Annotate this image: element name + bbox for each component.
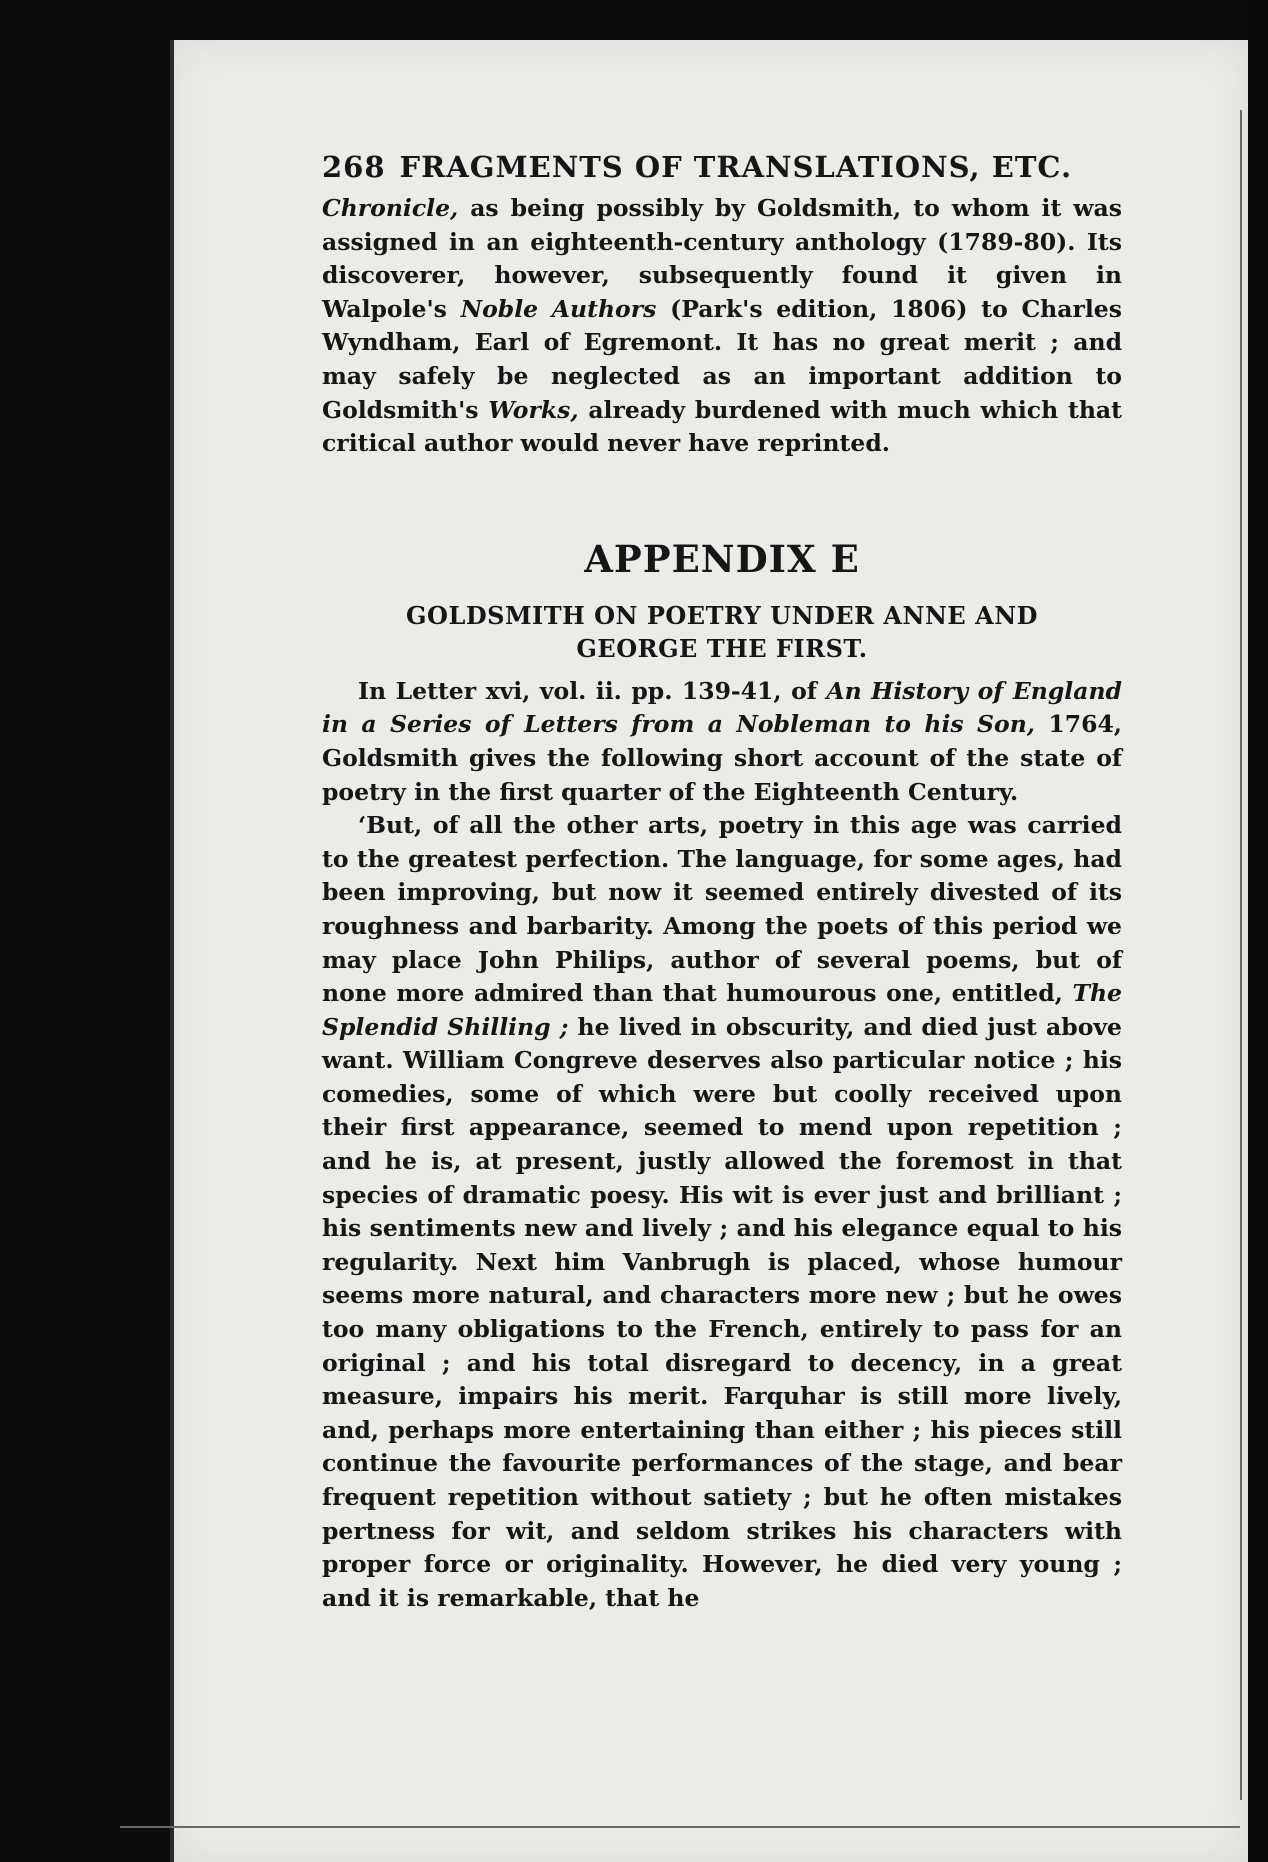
italic-history-of-england: An History of England in a Series of Letters from a Nobleman to his Son, [322, 676, 1122, 739]
running-head-title: FRAGMENTS OF TRANSLATIONS, ETC. [399, 150, 1073, 184]
paragraph-text: already burdened with much which that critical author would never have reprinted. [322, 395, 1122, 458]
paragraph-quotation [322, 809, 1122, 1615]
appendix-subtitle [322, 599, 1122, 665]
paragraph-letter-xvi [322, 675, 1122, 809]
page-rule-vertical [1240, 110, 1242, 1800]
page-rule-horizontal [120, 1826, 1240, 1828]
page-edge [170, 40, 174, 1862]
italic-noble-authors: Noble Authors [460, 294, 657, 323]
paragraph-text: 1764, Goldsmith gives the following short account of the state of poetry in the first quarter of the Eighteenth Century. [322, 710, 1122, 806]
paragraph-text: (Park's edition, 1806) to Charles Wyndham, Earl of Egremont. It has no great merit ; and may safely be neglected as an important addition to Goldsmith's [322, 294, 1122, 424]
paragraph-text: as being possibly by Goldsmith, to whom it was assigned in an eighteenth-century anthology (1789-80). Its discoverer, however, subsequently found it given in Walpole's [322, 194, 1122, 323]
paragraph-text: he lived in obscurity, and died just above want. William Congreve deserves also particular notice ; his comedies, some of which were but coolly received upon their first appearance, seemed to mend upon repetition ; and he is, at present, justly allowed the foremost in that species of dramatic poesy. His wit is ever just and brilliant ; his sentiments new and lively ; and his elegance equal to his regularity. Next him Vanbrugh is placed, whose humour seems more natural, and characters more new ; but he owes too many obligations to the French, entirely to pass for an original ; and his total disregard to decency, in a great measure, impairs his merit. Farquhar is still more lively, and, perhaps more entertaining than either ; his pieces still continue the favourite performances of the stage, and bear frequent repetition without satiety ; but he often mistakes pertness for wit, and seldom strikes his characters with proper force or originality. However, he died very young ; and it is remarkable, that he [322, 1012, 1122, 1612]
appendix-title: APPENDIX E [584, 536, 860, 581]
appendix-subtitle-line-1: GOLDSMITH ON POETRY UNDER ANNE AND [406, 600, 1038, 630]
paragraph-text: In Letter xvi, vol. ii. pp. 139-41, of [358, 676, 827, 705]
page-text [322, 150, 1122, 1615]
appendix-subtitle-line-2: GEORGE THE FIRST. [576, 633, 868, 663]
page-number: 268 [322, 150, 386, 184]
italic-works: Works, [488, 395, 579, 424]
italic-splendid-shilling: The Splendid Shilling ; [322, 979, 1122, 1041]
running-head [322, 150, 1122, 184]
scan-border-right [1248, 0, 1268, 1862]
paragraph-chronicle [322, 192, 1122, 461]
paragraph-text: ‘But, of all the other arts, poetry in this age was carried to the greatest perfection. The language, for some ages, had been improving, but now it seemed entirely divested of its roughness and barbarity. Among the poets of this period we may place John Philips, author of several poems, but of none more admired than that humourous one, entitled, [322, 811, 1122, 1008]
italic-chronicle: Chronicle, [322, 194, 459, 222]
